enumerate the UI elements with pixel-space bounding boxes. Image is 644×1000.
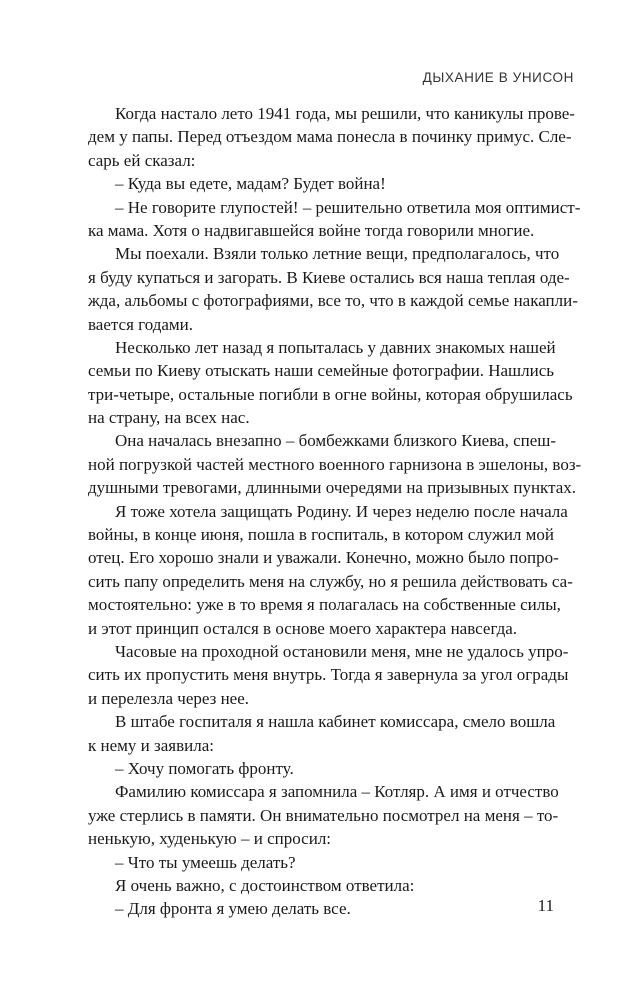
paragraph-first-line: Когда настало лето 1941 года, мы решили, что каникулы прове- <box>115 104 575 123</box>
text-line: войны, в конце июня, пошла в госпиталь, в котором служил мой <box>88 525 555 545</box>
text-line: семьи по Киеву отыскать наши семейные фотографии. Нашлись <box>88 361 555 381</box>
text-line: вается годами. <box>88 314 194 334</box>
text-line: сить папу определить меня на службу, но я решила действовать са- <box>88 571 573 591</box>
text-line: мостоятельно: уже в то время я полагалась на собственные силы, <box>88 595 561 615</box>
text-line: дем у папы. Перед отъездом мама понесла в починку примус. Сле- <box>88 127 572 147</box>
text-line: ной погрузкой частей местного военного гарнизона в эшелоны, воз- <box>88 454 582 474</box>
paragraph-first-line: Часовые на проходной остановили меня, мне не удалось упро- <box>115 641 569 661</box>
paragraph-first-line: – Куда вы едете, мадам? Будет война! <box>115 174 386 194</box>
paragraph-first-line: Несколько лет назад я попыталась у давних знакомых нашей <box>115 337 556 357</box>
text-line: сарь ей сказал: <box>88 150 196 170</box>
paragraph-first-line: Мы поехали. Взяли только летние вещи, предполагалось, что <box>115 244 560 264</box>
page-number: 11 <box>537 896 554 915</box>
text-line: уже стерлись в памяти. Он внимательно посмотрел на меня – то- <box>88 805 559 825</box>
text-line: душными тревогами, длинными очередями на призывных пунктах. <box>88 478 577 498</box>
paragraph-first-line: – Хочу помогать фронту. <box>115 758 294 778</box>
text-line: я буду купаться и загорать. В Киеве остались вся наша теплая оде- <box>88 267 570 287</box>
paragraph-first-line: – Что ты умеешь делать? <box>115 852 296 872</box>
paragraph-first-line: – Не говорите глупостей! – решительно ответила моя оптимист- <box>115 197 581 217</box>
text-line: к нему и заявила: <box>88 735 214 755</box>
paragraph-first-line: – Для фронта я умею делать все. <box>115 899 351 919</box>
paragraph-first-line: Фамилию комиссара я запомнила – Котляр. А имя и отчество <box>115 782 559 802</box>
text-line: и этот принцип остался в основе моего характера навсегда. <box>88 618 518 638</box>
text-line: три-четыре, остальные погибли в огне войны, которая обрушилась <box>88 384 573 404</box>
text-line: и перелезла через нее. <box>88 688 250 708</box>
text-line: отец. Его хорошо знали и уважали. Конечно, можно было попро- <box>88 548 559 568</box>
paragraph-first-line: Я тоже хотела защищать Родину. И через неделю после начала <box>115 501 568 521</box>
text-line: сить их пропустить меня внутрь. Тогда я завернула за угол ограды <box>88 665 569 685</box>
running-head: ДЫХАНИЕ В УНИСОН <box>422 70 574 85</box>
body-text <box>88 102 582 921</box>
paragraph-first-line: Она началась внезапно – бомбежками близкого Киева, спеш- <box>115 431 557 451</box>
text-line: ненькую, худенькую – и спросил: <box>88 829 332 849</box>
paragraph-first-line: В штабе госпиталя я нашла кабинет комиссара, смело вошла <box>115 712 556 732</box>
text-line: ка мама. Хотя о надвигавшейся войне тогда говорили многие. <box>88 220 535 240</box>
text-line: на страну, на всех нас. <box>88 408 250 428</box>
text-line: жда, альбомы с фотографиями, все то, что в каждой семье накапли- <box>88 291 578 311</box>
paragraph-first-line: Я очень важно, с достоинством ответила: <box>115 875 415 895</box>
